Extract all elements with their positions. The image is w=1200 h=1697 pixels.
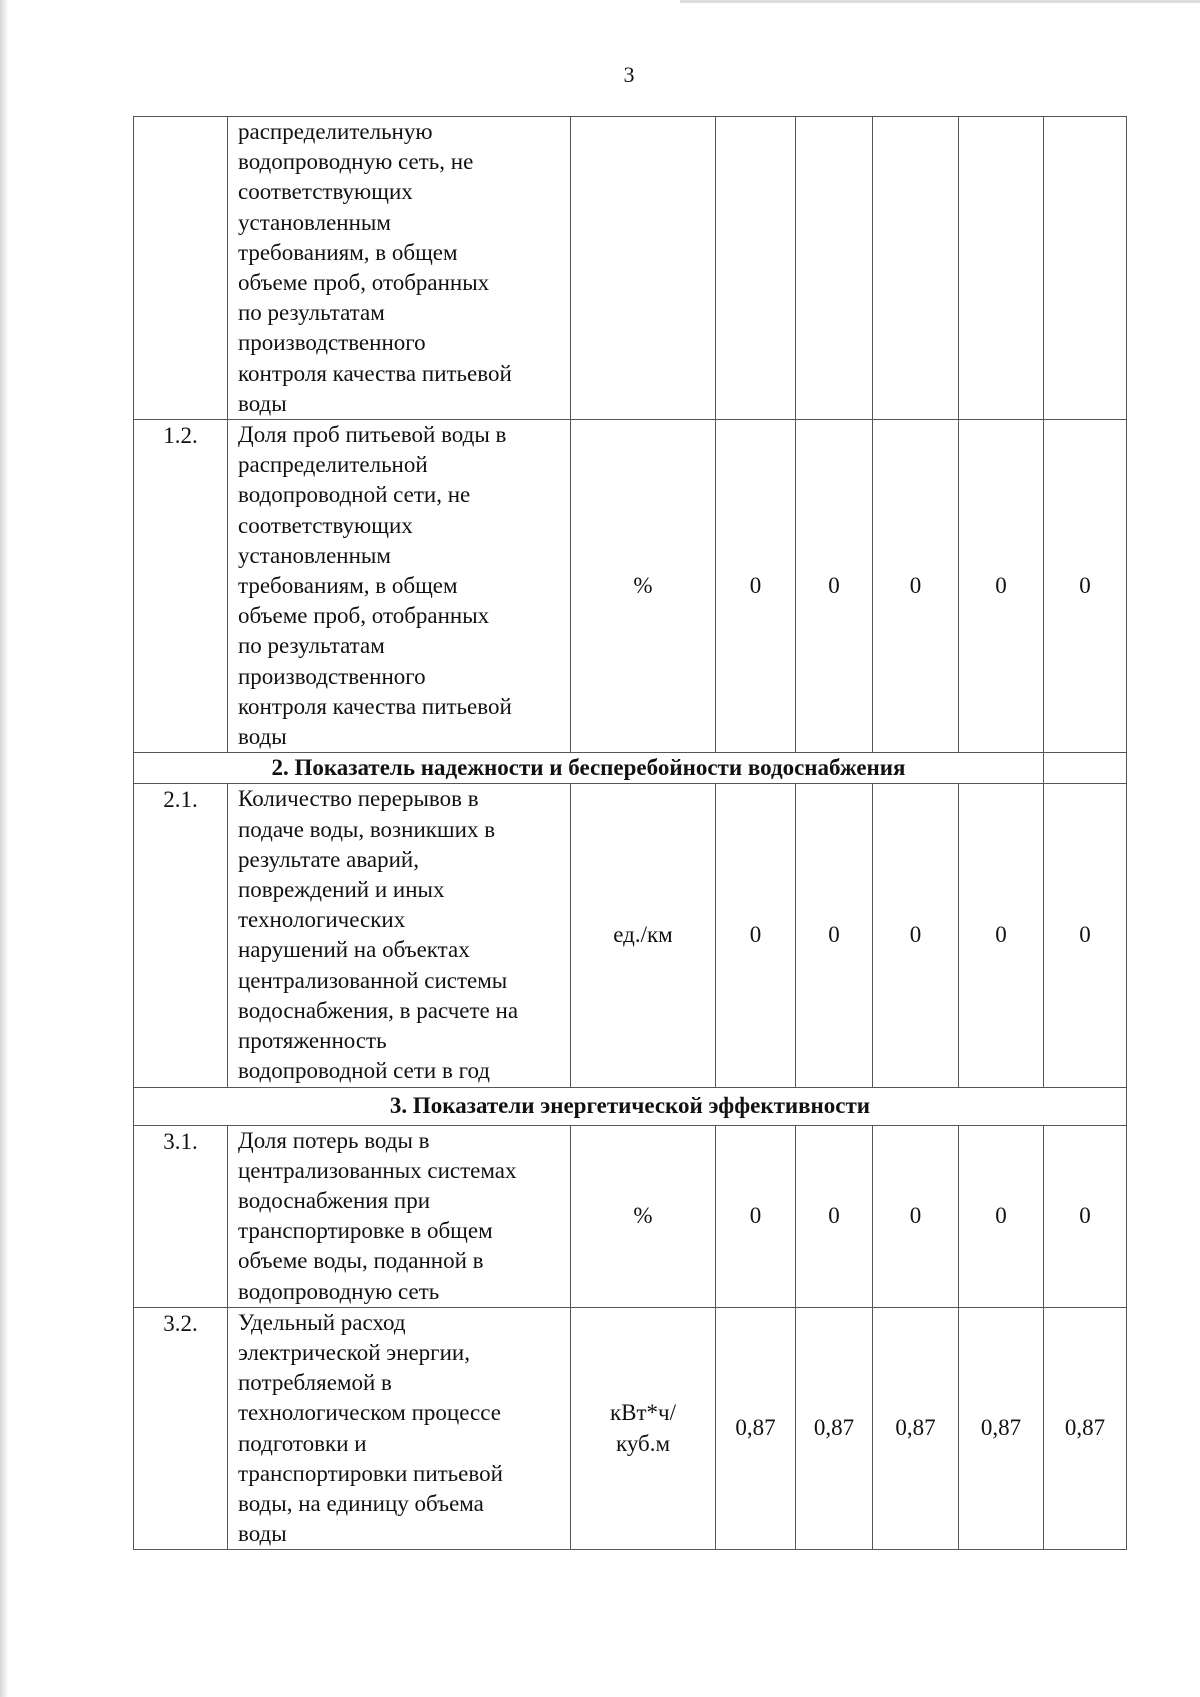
indicator-name-line: Удельный расход	[238, 1309, 406, 1335]
value-cell: 0	[716, 420, 796, 753]
value-cell: 0,87	[796, 1307, 873, 1550]
table-row-3-1	[134, 1125, 1127, 1307]
table-row-2-1	[134, 784, 1127, 1087]
value-cell	[1044, 117, 1127, 420]
indicator-name-line: водопроводной сети, не	[238, 482, 471, 508]
indicator-name-line: результате аварий,	[238, 846, 419, 872]
indicator-name-line: водопроводную сеть, не	[238, 149, 474, 175]
indicator-name-line: водоснабжения, в расчете на	[238, 997, 519, 1023]
row-number-cell: 3.1.	[134, 1125, 228, 1307]
indicators-table	[133, 116, 1127, 1550]
value-cell	[796, 117, 873, 420]
section-header-row	[134, 753, 1127, 784]
indicator-name-line: повреждений и иных	[238, 877, 445, 903]
value-cell: 0	[1044, 784, 1127, 1087]
unit-line: кВт*ч/	[609, 1400, 677, 1426]
indicator-name-line: Количество перерывов в	[238, 786, 479, 812]
value-cell: 0	[959, 420, 1044, 753]
indicator-name-line: производственного	[238, 330, 426, 356]
indicator-name-line: централизованных системах	[238, 1157, 517, 1183]
value-cell: 0	[796, 1125, 873, 1307]
section-title: 3. Показатели энергетической эффективности	[134, 1087, 1127, 1125]
indicator-name-line: воды	[238, 1521, 287, 1547]
indicator-name-line: установленным	[238, 542, 391, 568]
indicator-name-cell	[228, 117, 571, 420]
indicator-name-line: воды, на единицу объема	[238, 1490, 484, 1516]
value-cell	[959, 117, 1044, 420]
indicator-name-line: водопроводной сети в год	[238, 1058, 490, 1084]
indicator-name-line: воды	[238, 390, 287, 416]
indicator-name-line: транспортировке в общем	[238, 1218, 493, 1244]
indicator-name-line: производственного	[238, 663, 426, 689]
indicator-name-line: распределительной	[238, 452, 428, 478]
indicator-name-line: потребляемой в	[238, 1370, 392, 1396]
unit-cell: %	[571, 420, 716, 753]
scan-edge-left	[0, 0, 8, 1697]
section-title: 2. Показатель надежности и бесперебойности водоснабжения	[134, 753, 1044, 784]
indicator-name-line: нарушений на объектах	[238, 937, 470, 963]
indicator-name-line: установленным	[238, 209, 391, 235]
indicator-name-line: объеме проб, отобранных	[238, 603, 490, 629]
indicator-name-line: подготовки и	[238, 1430, 367, 1456]
indicator-name-line: по результатам	[238, 300, 385, 326]
indicator-name-line: электрической энергии,	[238, 1339, 470, 1365]
unit-cell: ед./км	[571, 784, 716, 1087]
indicator-name-line: требованиям, в общем	[238, 573, 458, 599]
unit-cell	[571, 117, 716, 420]
value-cell: 0	[873, 1125, 959, 1307]
indicator-name-line: объеме воды, поданной в	[238, 1248, 484, 1274]
indicator-name-line: подаче воды, возникших в	[238, 816, 496, 842]
value-cell: 0	[873, 420, 959, 753]
indicator-name-line: транспортировки питьевой	[238, 1460, 503, 1486]
indicator-name-cell	[228, 1307, 571, 1550]
value-cell: 0	[716, 1125, 796, 1307]
indicator-name-line: соответствующих	[238, 179, 413, 205]
value-cell: 0,87	[1044, 1307, 1127, 1550]
unit-line: куб.м	[615, 1430, 671, 1456]
value-cell: 0,87	[716, 1307, 796, 1550]
value-cell: 0,87	[959, 1307, 1044, 1550]
value-cell: 0,87	[873, 1307, 959, 1550]
row-number-cell: 3.2.	[134, 1307, 228, 1550]
indicator-name-line: распределительную	[238, 119, 433, 144]
indicator-name-cell	[228, 784, 571, 1087]
table-row-1-2	[134, 420, 1127, 753]
indicator-name-line: водоснабжения при	[238, 1187, 431, 1213]
value-cell: 0	[873, 784, 959, 1087]
indicator-name-line: воды	[238, 724, 287, 750]
unit-cell: %	[571, 1125, 716, 1307]
indicator-name-line: протяженность	[238, 1028, 387, 1054]
row-number-cell: 1.2.	[134, 420, 228, 753]
value-cell: 0	[1044, 1125, 1127, 1307]
value-cell	[716, 117, 796, 420]
value-cell: 0	[1044, 420, 1127, 753]
section-empty-cell	[1044, 753, 1127, 784]
indicator-name-line: соответствующих	[238, 512, 413, 538]
indicator-name-line: технологических	[238, 907, 406, 933]
value-cell: 0	[796, 420, 873, 753]
indicator-name-line: Доля проб питьевой воды в	[238, 422, 507, 448]
indicator-name-line: объеме проб, отобранных	[238, 270, 490, 296]
value-cell: 0	[959, 784, 1044, 1087]
indicator-name-line: контроля качества питьевой	[238, 360, 512, 386]
indicator-name-line: контроля качества питьевой	[238, 693, 512, 719]
value-cell	[873, 117, 959, 420]
section-header-row	[134, 1087, 1127, 1125]
indicator-name-cell	[228, 420, 571, 753]
indicator-name-line: Доля потерь воды в	[238, 1127, 430, 1153]
value-cell: 0	[716, 784, 796, 1087]
indicator-name-line: водопроводную сеть	[238, 1278, 440, 1304]
indicator-name-line: по результатам	[238, 633, 385, 659]
page-number: 3	[623, 62, 635, 87]
unit-cell	[571, 1307, 716, 1550]
value-cell: 0	[959, 1125, 1044, 1307]
table-row-continued	[134, 117, 1127, 420]
table-row-3-2	[134, 1307, 1127, 1550]
scan-edge-top	[680, 0, 1200, 3]
row-number-cell: 2.1.	[134, 784, 228, 1087]
value-cell: 0	[796, 784, 873, 1087]
indicator-name-line: централизованной системы	[238, 967, 508, 993]
indicator-name-cell	[228, 1125, 571, 1307]
row-number-cell	[134, 117, 228, 420]
indicator-name-line: технологическом процессе	[238, 1400, 501, 1426]
indicator-name-line: требованиям, в общем	[238, 239, 458, 265]
